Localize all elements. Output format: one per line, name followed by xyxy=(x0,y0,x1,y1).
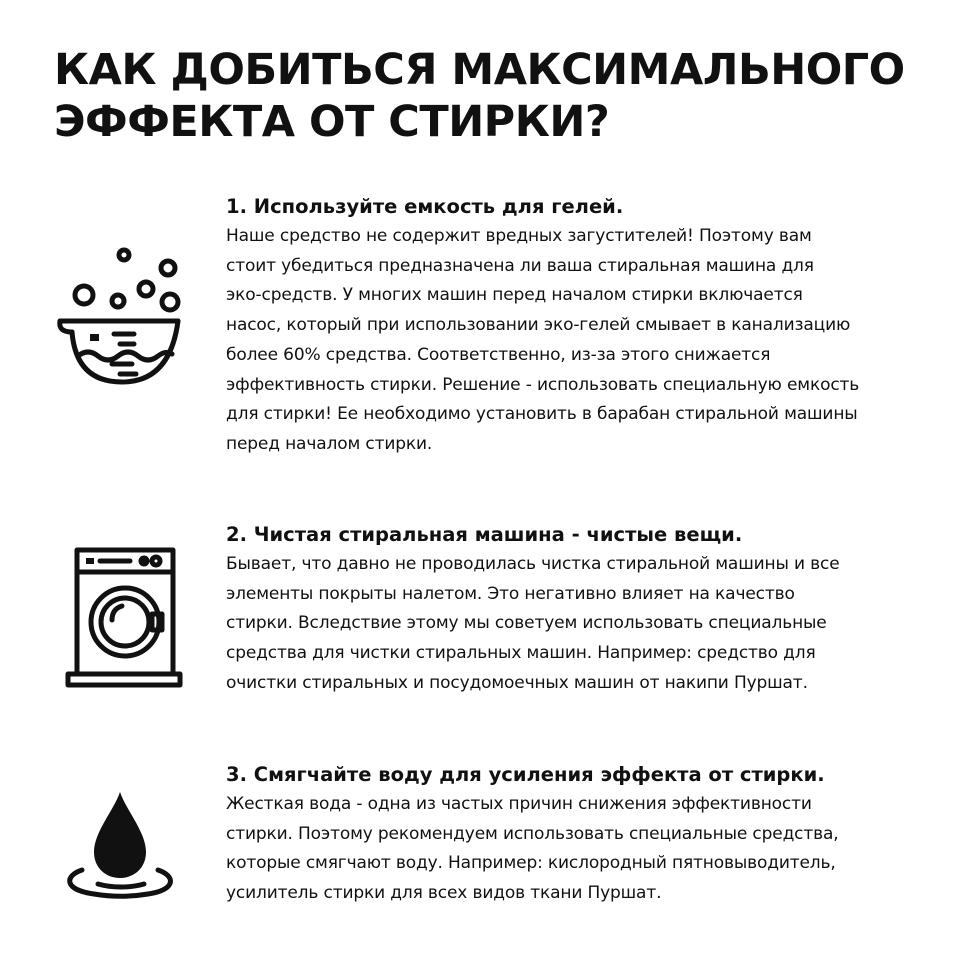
washing-machine-icon xyxy=(64,546,184,692)
tip-text xyxy=(226,192,926,460)
tip-body-line: усилитель стирки для всех видов ткани Пуршат. xyxy=(226,883,662,904)
tip-body-line: стирки. Вследствие этому мы советуем использовать специальные xyxy=(226,613,827,634)
tip-body-line: эффективность стирки. Решение - использовать специальную емкость xyxy=(226,374,860,395)
tip-body xyxy=(226,222,926,460)
tip-body-line: очистки стиральных и посудомоечных машин от накипи Пуршат. xyxy=(226,672,808,693)
tip-body-line: стоит убедиться предназначена ли ваша стиральная машина для xyxy=(226,255,814,276)
tip-heading: 3. Смягчайте воду для усиления эффекта от стирки. xyxy=(226,763,825,786)
water-drop-icon xyxy=(54,788,186,912)
tip-heading: 1. Используйте емкость для гелей. xyxy=(226,195,624,218)
tip-body-line: которые смягчают воду. Например: кислородный пятновыводитель, xyxy=(226,853,836,874)
tip-body-line: перед началом стирки. xyxy=(226,433,433,454)
tip-body-line: Наше средство не содержит вредных загустителей! Поэтому вам xyxy=(226,226,812,246)
tip-body-line: более 60% средства. Соответственно, из-за этого снижается xyxy=(226,344,771,365)
tip-body xyxy=(226,790,926,909)
tip-body-line: насос, который при использовании эко-гелей смывает в канализацию xyxy=(226,315,851,336)
tip-text xyxy=(226,520,926,699)
tip-body-line: Бывает, что давно не проводилась чистка стиральной машины и все xyxy=(226,554,840,574)
tip-heading: 2. Чистая стиральная машина - чистые вещи. xyxy=(226,523,743,546)
tip-body-line: для стирки! Ее необходимо установить в барабан стиральной машины xyxy=(226,404,858,425)
tip-body-line: элементы покрыты налетом. Это негативно влияет на качество xyxy=(226,583,795,604)
tip-body-line: Жесткая вода - одна из частых причин снижения эффективности xyxy=(226,794,812,814)
page-title-line-2: ЭФФЕКТА ОТ СТИРКИ? xyxy=(54,97,610,147)
page-title xyxy=(54,44,954,148)
tip-text xyxy=(226,760,926,909)
tip-body-line: средства для чистки стиральных машин. Например: средство для xyxy=(226,643,816,664)
washing-bowl-with-bubbles-icon xyxy=(50,240,186,392)
tip-body-line: стирки. Поэтому рекомендуем использовать специальные средства, xyxy=(226,823,839,844)
tip-body-line: эко-средств. У многих машин перед началом стирки включается xyxy=(226,285,803,306)
tip-body xyxy=(226,550,926,699)
page-title-line-1: КАК ДОБИТЬСЯ МАКСИМАЛЬНОГО xyxy=(54,45,905,95)
